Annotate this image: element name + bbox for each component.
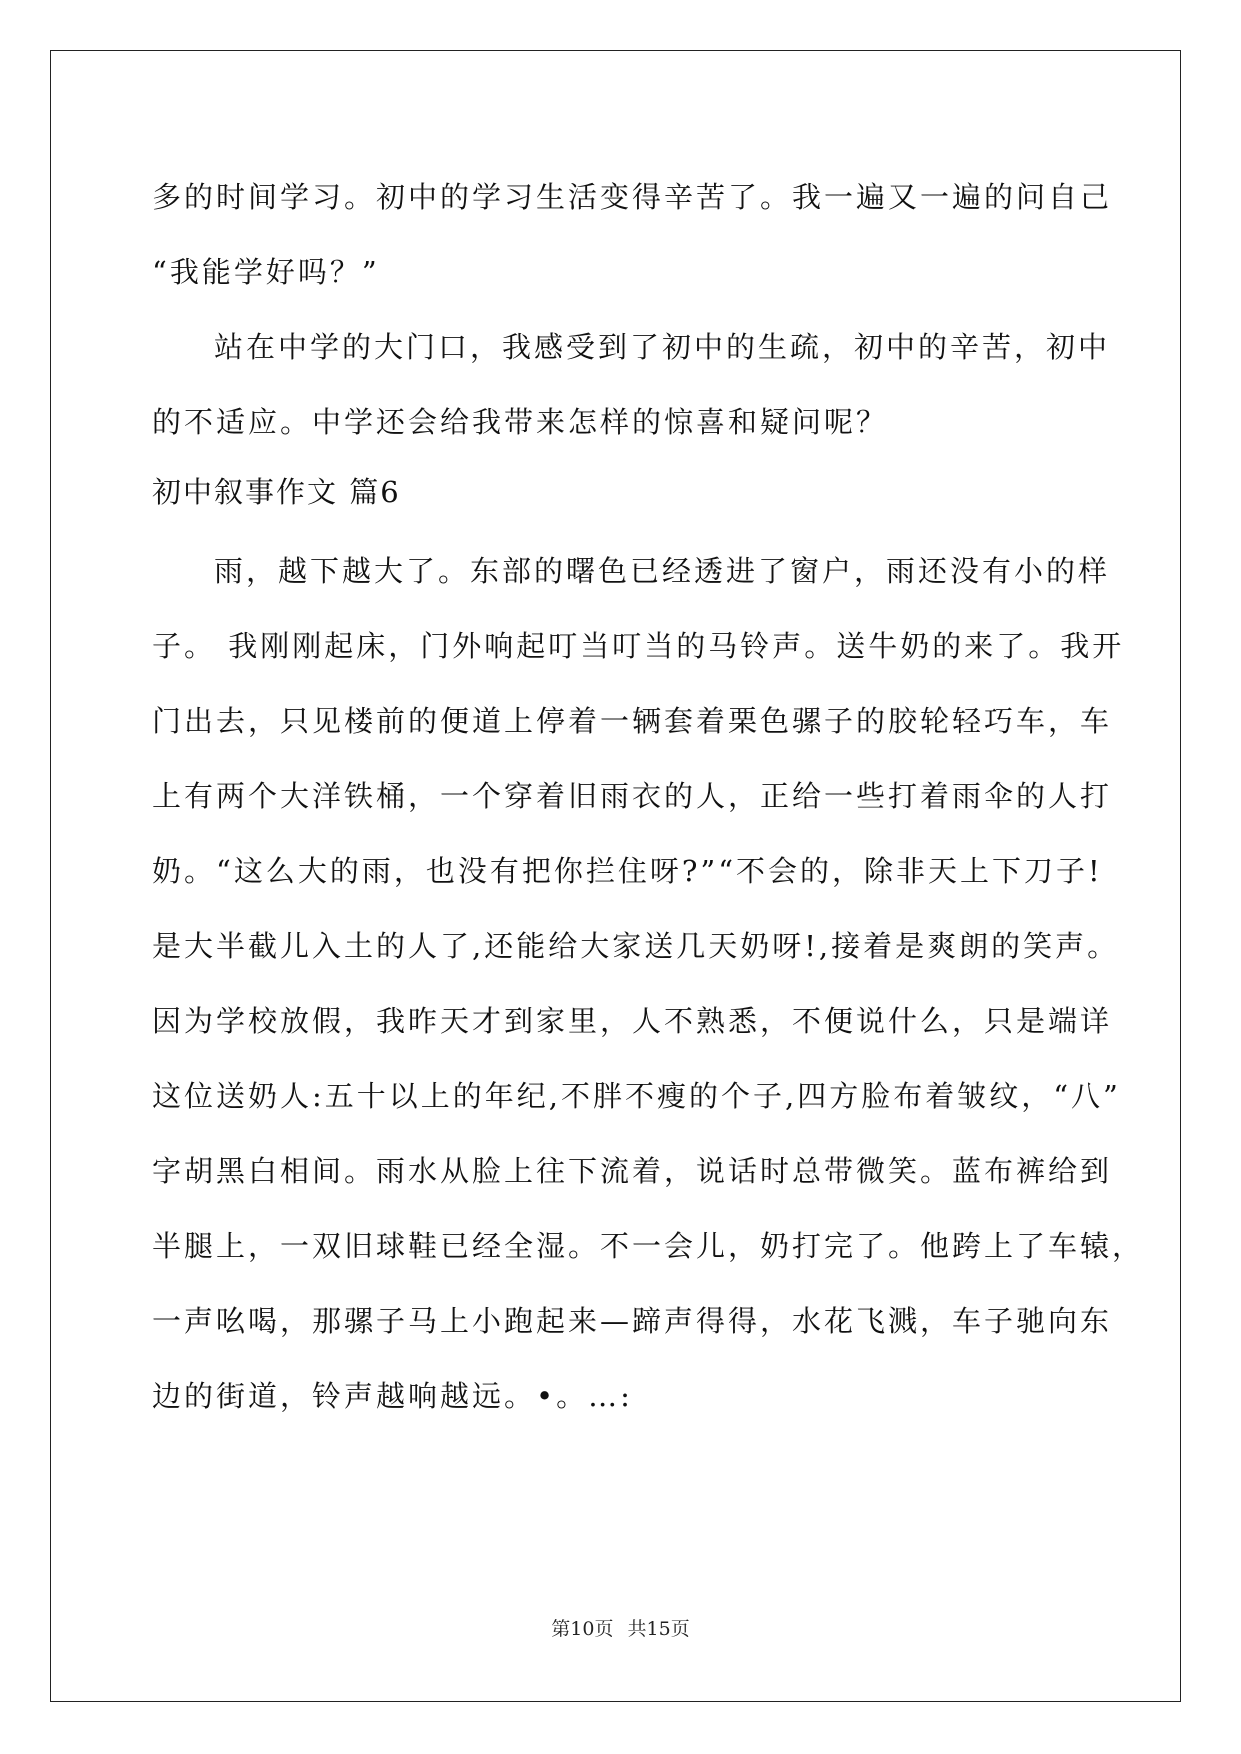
text-line: 的不适应。中学还会给我带来怎样的惊喜和疑问呢？ bbox=[152, 405, 889, 439]
page-number: 第10页 bbox=[551, 1618, 614, 1640]
paragraph bbox=[152, 534, 1145, 1434]
text-line: 站在中学的大门口，我感受到了初中的生疏，初中的辛苦，初中 bbox=[214, 330, 1111, 364]
paragraph bbox=[152, 310, 1111, 460]
text-line: 门出去，只见楼前的便道上停着一辆套着栗色骡子的胶轮轻巧车，车 bbox=[152, 704, 1113, 738]
paragraph bbox=[152, 160, 1113, 310]
section-heading: 初中叙事作文 篇6 bbox=[152, 475, 401, 509]
text-line: 一声吆喝，那骡子马上小跑起来—蹄声得得，水花飞溅，车子驰向东 bbox=[152, 1304, 1113, 1338]
text-line: 奶。“这么大的雨，也没有把你拦住呀?”“不会的，除非天上下刀子! bbox=[152, 854, 1103, 888]
text-line: 子。 我刚刚起床，门外响起叮当叮当的马铃声。送牛奶的来了。我开 bbox=[152, 629, 1125, 663]
page-total: 共15页 bbox=[627, 1618, 690, 1640]
text-line: 这位送奶人:五十以上的年纪,不胖不瘦的个子,四方脸布着皱纹，“八” bbox=[152, 1079, 1121, 1113]
text-line: 多的时间学习。初中的学习生活变得辛苦了。我一遍又一遍的问自己 bbox=[152, 180, 1113, 214]
document-body bbox=[152, 160, 1145, 1434]
text-line: “我能学好吗？” bbox=[152, 255, 380, 289]
text-line: 边的街道，铃声越响越远。•。…: bbox=[152, 1379, 633, 1413]
text-line: 上有两个大洋铁桶，一个穿着旧雨衣的人，正给一些打着雨伞的人打 bbox=[152, 779, 1113, 813]
text-line: 因为学校放假，我昨天才到家里，人不熟悉，不便说什么，只是端详 bbox=[152, 1004, 1113, 1038]
text-line: 字胡黑白相间。雨水从脸上往下流着，说话时总带微笑。蓝布裤给到 bbox=[152, 1154, 1113, 1188]
page-footer bbox=[0, 1614, 1241, 1641]
text-line: 半腿上，一双旧球鞋已经全湿。不一会儿，奶打完了。他跨上了车辕， bbox=[152, 1229, 1145, 1263]
text-line: 是大半截儿入土的人了,还能给大家送几天奶呀!,接着是爽朗的笑声。 bbox=[152, 929, 1120, 963]
text-line: 雨，越下越大了。东部的曙色已经透进了窗户，雨还没有小的样 bbox=[214, 554, 1111, 588]
